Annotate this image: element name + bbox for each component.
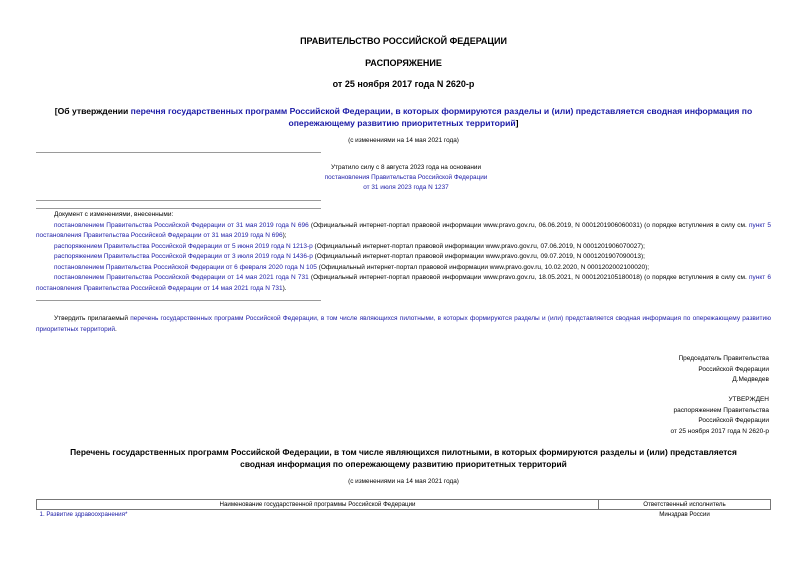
approved-line: Российской Федерации bbox=[698, 417, 769, 424]
changes-item bbox=[36, 252, 771, 263]
list-title bbox=[36, 447, 771, 470]
change-text: (Официальный интернет-портал правовой информации www.pravo.gov.ru, 09.07.2019, N 0001201907090013); bbox=[312, 253, 645, 260]
expired-link-date[interactable]: от 31 июля 2023 года N 1237 bbox=[363, 184, 449, 191]
changes-item bbox=[36, 242, 771, 253]
changes-item bbox=[36, 273, 771, 294]
approved-block bbox=[670, 395, 769, 437]
change-link[interactable]: распоряжением Правительства Российской Федерации от 3 июля 2019 года N 1436-р bbox=[54, 253, 313, 260]
approved-line: распоряжением Правительства bbox=[673, 406, 769, 414]
change-text: ). bbox=[282, 284, 287, 292]
signature-block bbox=[678, 354, 769, 386]
change-text: (Официальный интернет-портал правовой информации www.pravo.gov.ru, 07.06.2019, N 0001201906070027); bbox=[312, 242, 645, 250]
expired-line: Утратило силу с 8 августа 2023 года на основании bbox=[330, 164, 482, 171]
approved-line: от 25 ноября 2017 года N 2620-р bbox=[670, 427, 769, 435]
signature-line: Российской Федерации bbox=[698, 365, 769, 373]
divider bbox=[36, 200, 321, 201]
approved-line: УТВЕРЖДЕН bbox=[728, 396, 769, 403]
title-prefix: [Об утверждении bbox=[54, 106, 131, 116]
change-text: (Официальный интернет-портал правовой информации www.pravo.gov.ru, 06.06.2019, N 0001201906060031) (о порядке вступления в силу см. bbox=[308, 221, 749, 229]
table-cell: Минздрав России bbox=[599, 510, 771, 520]
changes-item bbox=[36, 263, 771, 274]
divider bbox=[36, 152, 321, 153]
approve-suffix: . bbox=[115, 325, 117, 333]
approve-paragraph bbox=[36, 314, 771, 335]
change-text: (Официальный интернет-портал правовой информации www.pravo.gov.ru, 18.05.2021, N 0001202105180018) (о порядке вступления в силу см. bbox=[308, 274, 749, 281]
table-header-cell: Ответственный исполнитель bbox=[599, 500, 771, 510]
signature-line: Председатель Правительства bbox=[678, 355, 769, 362]
signature-name: Д.Медведев bbox=[732, 376, 769, 383]
list-title-line: сводная информация по опережающему развитию приоритетных территорий bbox=[240, 458, 567, 469]
doc-type-heading: РАСПОРЯЖЕНИЕ bbox=[365, 58, 442, 68]
table-cell bbox=[37, 510, 599, 520]
table-header-cell: Наименование государственной программы Российской Федерации bbox=[37, 500, 599, 510]
approve-prefix: Утвердить прилагаемый bbox=[54, 315, 131, 322]
change-link[interactable]: постановлением Правительства Российской Федерации от 6 февраля 2020 года N 105 bbox=[54, 263, 317, 271]
title-link[interactable]: перечня государственных программ Российской Федерации, в которых формируются разделы и (или) представляется сводная информация по опережающему развитию приоритетных территорий bbox=[130, 106, 753, 128]
changes-block bbox=[36, 210, 771, 294]
programs-table bbox=[36, 499, 771, 519]
divider bbox=[36, 208, 321, 209]
government-heading: ПРАВИТЕЛЬСТВО РОССИЙСКОЙ ФЕДЕРАЦИИ bbox=[300, 36, 507, 46]
edition-note: (с изменениями на 14 мая 2021 года) bbox=[348, 137, 459, 144]
title-suffix: ] bbox=[515, 118, 519, 128]
changes-heading: Документ с изменениями, внесенными: bbox=[54, 211, 174, 218]
change-link[interactable]: постановлением Правительства Российской Федерации от 31 мая 2019 года N 696 bbox=[54, 221, 309, 229]
expired-notice bbox=[321, 163, 491, 193]
change-link[interactable]: пункт 5 постановления Правительства Российской Федерации от 31 мая 2019 года N 696 bbox=[36, 221, 771, 239]
list-title-line: Перечень государственных программ Российской Федерации, в том числе являющихся пилотными, в которых формируются разделы и (или) представляется bbox=[70, 447, 737, 457]
approve-link[interactable]: перечень государственных программ Российской Федерации, в том числе являющихся пилотными, в которых формируются разделы и (или) представляется сводная информация по опережающему развитию приоритетных территорий bbox=[36, 315, 771, 333]
divider bbox=[36, 300, 321, 301]
change-link[interactable]: распоряжением Правительства Российской Федерации от 5 июня 2019 года N 1213-р bbox=[54, 242, 313, 250]
table-row bbox=[37, 510, 771, 520]
expired-link[interactable]: постановления Правительства Российской Федерации bbox=[324, 174, 488, 181]
change-text: ); bbox=[282, 232, 287, 239]
change-link[interactable]: пункт 6 постановления Правительства Российской Федерации от 14 мая 2021 года N 731 bbox=[36, 274, 771, 292]
changes-item bbox=[36, 221, 771, 242]
program-link[interactable]: 1. Развитие здравоохранения* bbox=[39, 511, 128, 518]
date-number-heading: от 25 ноября 2017 года N 2620-р bbox=[332, 79, 475, 89]
change-text: (Официальный интернет-портал правовой информации www.pravo.gov.ru, 10.02.2020, N 0001202002100020); bbox=[316, 263, 650, 271]
table-header-row bbox=[37, 500, 771, 510]
change-link[interactable]: постановлением Правительства Российской Федерации от 14 мая 2021 года N 731 bbox=[54, 274, 309, 281]
document-title bbox=[36, 105, 771, 129]
list-edition-note: (с изменениями на 14 мая 2021 года) bbox=[348, 478, 459, 485]
